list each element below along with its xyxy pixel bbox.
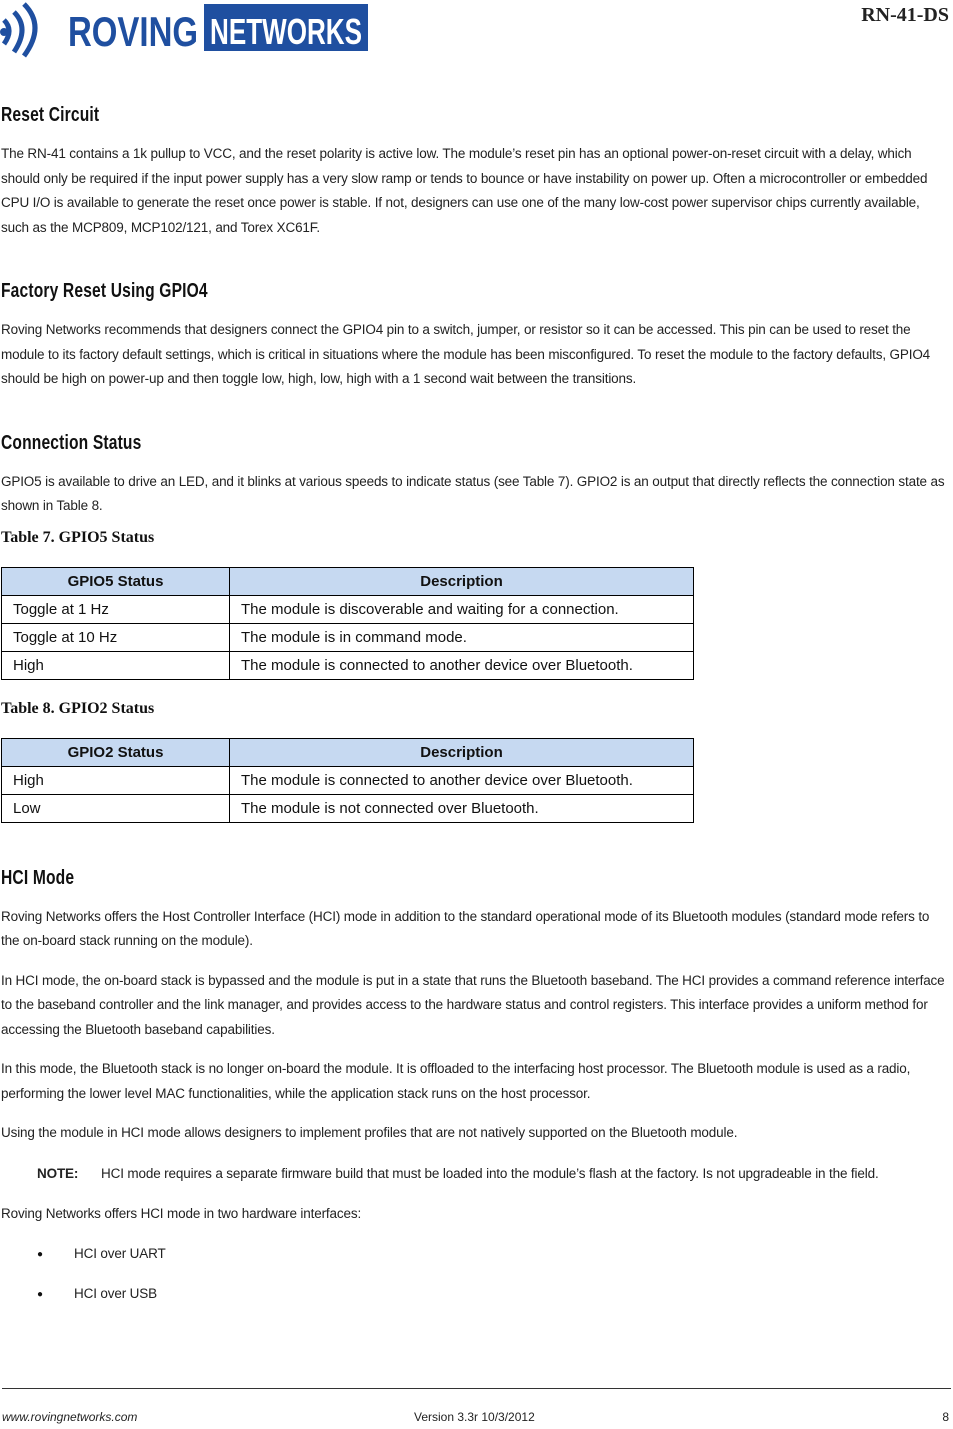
- list-item-text: HCI over USB: [74, 1286, 157, 1302]
- table-header-cell: Description: [230, 738, 694, 766]
- table-cell: Toggle at 10 Hz: [2, 623, 230, 651]
- hci-paragraph: Roving Networks offers the Host Controller Interface (HCI) mode in addition to the standard operational mode of its Bluetooth modules (standard mode refers to the on-board stack running on the module).: [1, 908, 930, 948]
- table-cell: The module is discoverable and waiting for a connection.: [230, 595, 694, 623]
- table-cell: The module is not connected over Bluetooth.: [230, 794, 694, 822]
- table-header-cell: Description: [230, 567, 694, 595]
- factory-reset-body: Roving Networks recommends that designers connect the GPIO4 pin to a switch, jumper, or resistor so it can be accessed. This pin can be used to reset the module to its factory default settings, which is critical in situations where the module has been misconfigured. To reset the module to the factory defaults, GPIO4 should be high on power-up and then toggle low, high, low, high with a 1 second wait between the transitions.: [1, 322, 931, 386]
- list-item: [37, 1283, 949, 1307]
- note-label: NOTE:: [37, 1165, 79, 1181]
- connection-status-body: GPIO5 is available to drive an LED, and it blinks at various speeds to indicate status (see Table 7). GPIO2 is an output that directly reflects the connection state as shown in Table 8.: [1, 473, 945, 513]
- heading-reset-circuit: Reset Circuit: [1, 104, 100, 126]
- heading-connection-status: Connection Status: [1, 431, 142, 454]
- note-text: HCI mode requires a separate firmware build that must be loaded into the module’s flash at the factory. Is not upgradeable in the field.: [101, 1165, 879, 1181]
- footer-divider: [2, 1388, 951, 1389]
- list-item: [37, 1243, 949, 1267]
- reset-circuit-body: The RN-41 contains a 1k pullup to VCC, and the reset polarity is active low. The module’s reset pin has an optional power-on-reset circuit with a delay, which should only be required if the input power supply has a very slow ramp or tends to bounce or have instability on power up. Often a microcontroller or embedded CPU I/O is available to generate the reset once power is stable. If not, designers can use one of the many low-cost power supervisor chips currently available, such as the MCP809, MCP102/121, and Torex XC61F.: [1, 146, 928, 235]
- table-header-row: [2, 738, 694, 766]
- table-row: [2, 794, 694, 822]
- bullet-icon: ●: [37, 1249, 44, 1260]
- table-row: [2, 595, 694, 623]
- hci-paragraph: In this mode, the Bluetooth stack is no longer on-board the module. It is offloaded to the interfacing host processor. The Bluetooth module is used as a radio, performing the lower level MAC functionalities, while the application stack runs on the host processor.: [1, 1061, 911, 1101]
- document-id: RN-41-DS: [861, 4, 949, 26]
- bullet-icon: ●: [37, 1289, 44, 1300]
- table-cell: High: [2, 651, 230, 679]
- hci-paragraph: Using the module in HCI mode allows designers to implement profiles that are not natively supported on the Bluetooth module.: [1, 1125, 738, 1140]
- company-logo: [0, 0, 368, 54]
- hci-note: [37, 1162, 949, 1187]
- footer-website[interactable]: www.rovingnetworks.com: [2, 1410, 138, 1424]
- table-cell: The module is in command mode.: [230, 623, 694, 651]
- hci-paragraph: In HCI mode, the on-board stack is bypassed and the module is put in a state that runs the Bluetooth baseband. The HCI provides a command reference interface to the baseband controller and the link manager, and provides access to the hardware status and control registers. This interface provides a uniform method for accessing the Bluetooth baseband capabilities.: [1, 972, 945, 1037]
- heading-factory-reset: Factory Reset Using GPIO4: [1, 280, 208, 302]
- table-cell: Low: [2, 794, 230, 822]
- logo-networks-text: NETWORKS: [210, 11, 362, 52]
- table-header-cell: GPIO2 Status: [2, 738, 230, 766]
- heading-hci-mode: HCI Mode: [1, 866, 75, 889]
- table-cell: The module is connected to another device over Bluetooth.: [230, 766, 694, 794]
- hci-paragraph: Roving Networks offers HCI mode in two hardware interfaces:: [1, 1206, 362, 1221]
- table-gpio5-status: [1, 567, 694, 680]
- table8-caption: Table 8. GPIO2 Status: [1, 699, 155, 717]
- page-content: [1, 100, 949, 1307]
- table-header-cell: GPIO5 Status: [2, 567, 230, 595]
- hci-interface-list: [1, 1243, 949, 1307]
- list-item-text: HCI over UART: [74, 1246, 166, 1262]
- table-gpio2-status: [1, 738, 694, 823]
- table-row: [2, 623, 694, 651]
- table-cell: High: [2, 766, 230, 794]
- footer-version: Version 3.3r 10/3/2012: [414, 1410, 535, 1424]
- logo-roving-text: ROVING: [68, 8, 198, 55]
- table-header-row: [2, 567, 694, 595]
- logo-waves-icon: [4, 4, 35, 56]
- table-cell: The module is connected to another device over Bluetooth.: [230, 651, 694, 679]
- table-row: [2, 651, 694, 679]
- table-row: [2, 766, 694, 794]
- table-cell: Toggle at 1 Hz: [2, 595, 230, 623]
- table7-caption: Table 7. GPIO5 Status: [1, 528, 155, 546]
- footer-page-number: 8: [942, 1410, 949, 1424]
